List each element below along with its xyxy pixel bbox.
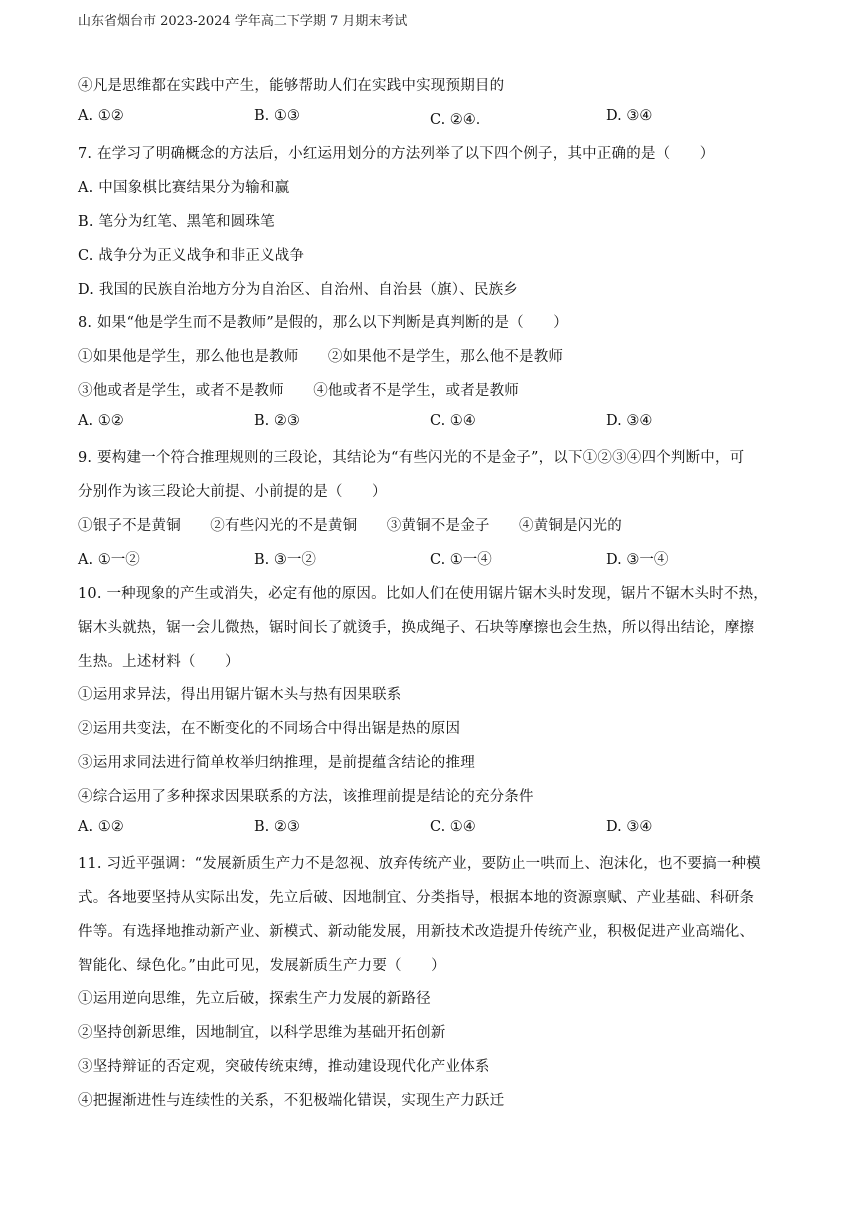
q11-stem-line-2: 式。各地要坚持从实际出发，先立后破、因地制宜、分类指导，根据本地的资源禀赋、产业基础、科研条 [78,890,755,906]
q10-option-b: B. ②③ [254,819,300,835]
q6-option-c: C. ②④． [430,112,491,128]
q8-option-c: C. ①④ [430,413,476,429]
q8-option-d: D. ③④ [606,413,653,429]
q10-stem-line-2: 锯木头就热，锯一会儿微热，锯时间长了就烫手，换成绳子、石块等摩擦也会生热，所以得出结论，摩擦 [78,620,755,636]
q11-item-3: ③坚持辩证的否定观，突破传统束缚，推动建设现代化产业体系 [78,1059,490,1075]
q9-items: ①银子不是黄铜 ②有些闪光的不是黄铜 ③黄铜不是金子 ④黄铜是闪光的 [78,518,622,534]
q10-option-d: D. ③④ [606,819,653,835]
q7-option-a: A. 中国象棋比赛结果分为输和赢 [78,180,290,196]
q8-items-row-2: ③他或者是学生，或者不是教师 ④他或者不是学生，或者是教师 [78,383,519,399]
q7-stem: 7. 在学习了明确概念的方法后，小红运用划分的方法列举了以下四个例子，其中正确的是（ ） [78,146,715,162]
q10-item-4: ④综合运用了多种探求因果联系的方法，该推理前提是结论的充分条件 [78,789,534,805]
q8-option-b: B. ②③ [254,413,300,429]
q9-option-b: B. ③一② [254,552,316,568]
q11-item-1: ①运用逆向思维，先立后破，探索生产力发展的新路径 [78,991,431,1007]
q10-option-c: C. ①④ [430,819,476,835]
q7-option-c: C. 战争分为正义战争和非正义战争 [78,248,305,264]
q11-stem-line-1: 11. 习近平强调：“发展新质生产力不是忽视、放弃传统产业，要防止一哄而上、泡沫化，也不要搞一种模 [78,856,761,872]
q8-option-a: A. ①② [78,413,124,429]
q11-stem-line-3: 件等。有选择地推动新产业、新模式、新动能发展，用新技术改造提升传统产业，积极促进产业高端化、 [78,924,755,940]
q8-stem: 8. 如果“他是学生而不是教师”是假的，那么以下判断是真判断的是（ ） [78,315,568,331]
q10-stem-line-1: 10. 一种现象的产生或消失，必定有他的原因。比如人们在使用锯片锯木头时发现，锯片不锯木头时不热， [78,586,768,602]
q10-item-2: ②运用共变法，在不断变化的不同场合中得出锯是热的原因 [78,721,461,737]
q10-item-1: ①运用求异法，得出用锯片锯木头与热有因果联系 [78,687,402,703]
q7-option-b: B. 笔分为红笔、黑笔和圆珠笔 [78,214,275,230]
q11-stem-line-4: 智能化、绿色化。”由此可见，发展新质生产力要（ ） [78,958,446,974]
q10-item-3: ③运用求同法进行简单枚举归纳推理，是前提蕴含结论的推理 [78,755,475,771]
q11-item-4: ④把握渐进性与连续性的关系，不犯极端化错误，实现生产力跃迁 [78,1093,505,1109]
q6-option-a: A. ①② [78,108,124,124]
q10-option-a: A. ①② [78,819,124,835]
q6-option-d: D. ③④ [606,108,653,124]
document-header: 山东省烟台市 2023-2024 学年高二下学期 7 月期末考试 [78,14,408,29]
q6-item-4: ④凡是思维都在实践中产生，能够帮助人们在实践中实现预期目的 [78,78,505,94]
q9-stem-line-1: 9. 要构建一个符合推理规则的三段论，其结论为“有些闪光的不是金子”，以下①②③④四个判断中，可 [78,450,745,466]
q11-item-2: ②坚持创新思维，因地制宜，以科学思维为基础开拓创新 [78,1025,446,1041]
q9-option-c: C. ①一④ [430,552,492,568]
q8-items-row-1: ①如果他是学生，那么他也是教师 ②如果他不是学生，那么他不是教师 [78,349,564,365]
q10-stem-line-3: 生热。上述材料（ ） [78,654,240,670]
q7-option-d: D. 我国的民族自治地方分为自治区、自治州、自治县（旗）、民族乡 [78,282,518,298]
q9-option-d: D. ③一④ [606,552,669,568]
q9-option-a: A. ①一② [78,552,140,568]
q9-stem-line-2: 分别作为该三段论大前提、小前提的是（ ） [78,484,387,500]
q6-option-b: B. ①③ [254,108,300,124]
